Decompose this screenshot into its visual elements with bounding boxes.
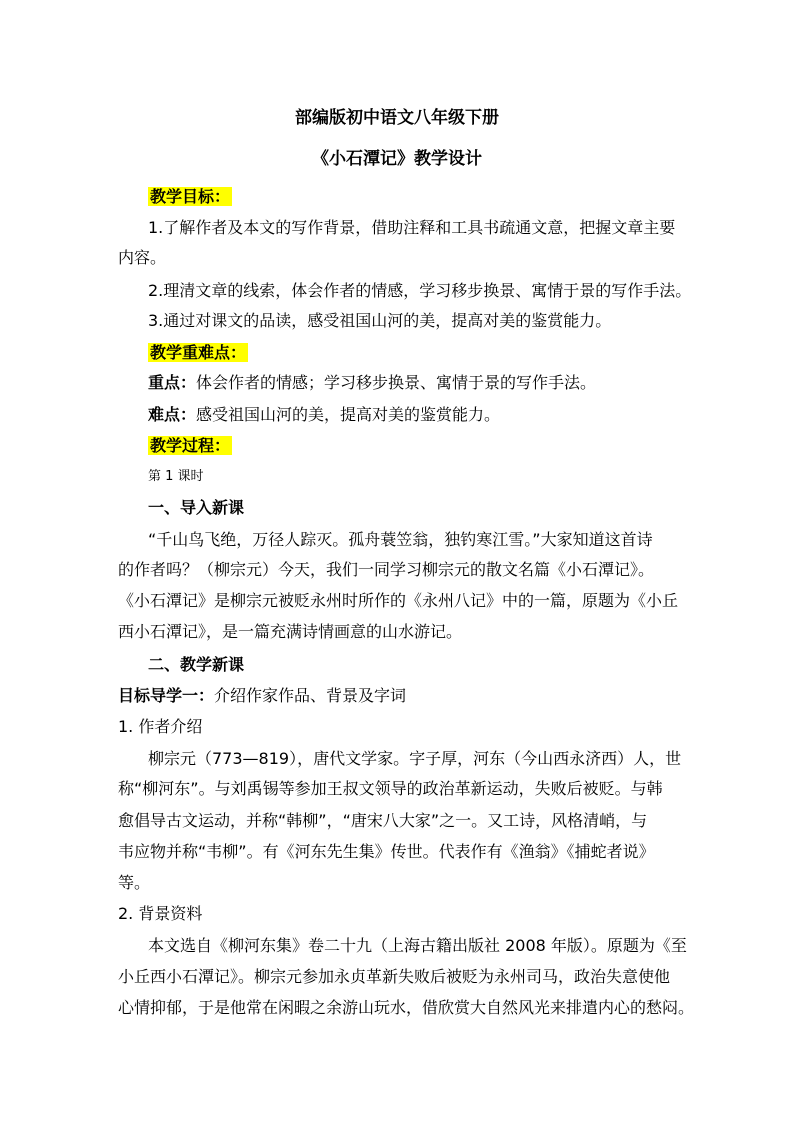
intro-paragraph-line: 的作者吗？（柳宗元）今天，我们一同学习柳宗元的散文名篇《小石潭记》。 [118,560,655,579]
difficult-point-text: 感受祖国山河的美，提高对美的鉴赏能力。 [196,405,501,424]
goal-item-3: 3.通过对课文的品读，感受祖国山河的美，提高对美的鉴赏能力。 [148,311,612,330]
guide-text: 介绍作家作品、背景及字词 [214,686,407,705]
author-heading: 1. 作者介绍 [118,717,203,736]
goal-item-2: 2.理清文章的线索，体会作者的情感，学习移步换景、寓情于景的写作手法。 [148,281,692,300]
difficult-point-label: 难点： [148,405,197,424]
difficult-point [148,404,500,426]
document-subtitle: 《小石潭记》教学设计 [312,149,482,169]
author-paragraph-line: 愈倡导古文运动，并称“韩柳”，“唐宋八大家”之一。又工诗，风格清峭，与 [118,811,648,830]
keypoints-heading-text: 教学重难点： [150,343,247,362]
document-title: 部编版初中语文八年级下册 [295,108,499,128]
background-heading: 2. 背景资料 [118,904,203,923]
intro-paragraph-line: “千山鸟飞绝，万径人踪灭。孤舟蓑笠翁，独钓寒江雪。”大家知道这首诗 [148,530,653,549]
background-paragraph-line: 心情抑郁，于是他常在闲暇之余游山玩水，借欣赏大自然风光来排遣内心的愁闷。 [118,998,695,1017]
goal-item-1: 1.了解作者及本文的写作背景，借助注释和工具书疏通文意，把握文章主要 [148,218,676,237]
process-heading-text: 教学过程： [150,436,231,455]
author-paragraph-line: 等。 [118,873,151,892]
key-point-text: 体会作者的情感；学习移步换景、寓情于景的写作手法。 [196,373,597,392]
guide-line [118,685,406,707]
key-point [148,372,596,394]
background-paragraph-line: 本文选自《柳河东集》卷二十九（上海古籍出版社 2008 年版）。原题为《至 [148,936,687,955]
goal-item-1-cont: 内容。 [118,248,167,267]
process-heading [148,435,232,457]
goals-heading-text: 教学目标： [150,187,231,206]
lesson-label: 第 1 课时 [148,469,204,484]
intro-paragraph-line: 《小石潭记》是柳宗元被贬永州时所作的《永州八记》中的一篇，原题为《小丘 [118,591,679,610]
key-point-label: 重点： [148,373,197,392]
background-paragraph-line: 小丘西小石潭记》。柳宗元参加永贞革新失败后被贬为永州司马，政治失意使他 [118,967,671,986]
author-paragraph-line: 柳宗元（773—819），唐代文学家。字子厚，河东（今山西永济西）人，世 [148,749,682,768]
section-intro-heading: 一、导入新课 [148,498,245,517]
author-paragraph-line: 称“柳河东”。与刘禹锡等参加王叔文领导的政治革新运动，失败后被贬。与韩 [118,779,663,798]
guide-label: 目标导学一： [118,686,215,705]
goals-heading [148,186,232,208]
intro-paragraph-line: 西小石潭记》，是一篇充满诗情画意的山水游记。 [118,622,463,641]
author-paragraph-line: 韦应物并称“韦柳”。有《河东先生集》传世。代表作有《渔翁》《捕蛇者说》 [118,842,655,861]
keypoints-heading [148,342,248,364]
section-new-heading: 二、教学新课 [148,655,245,674]
